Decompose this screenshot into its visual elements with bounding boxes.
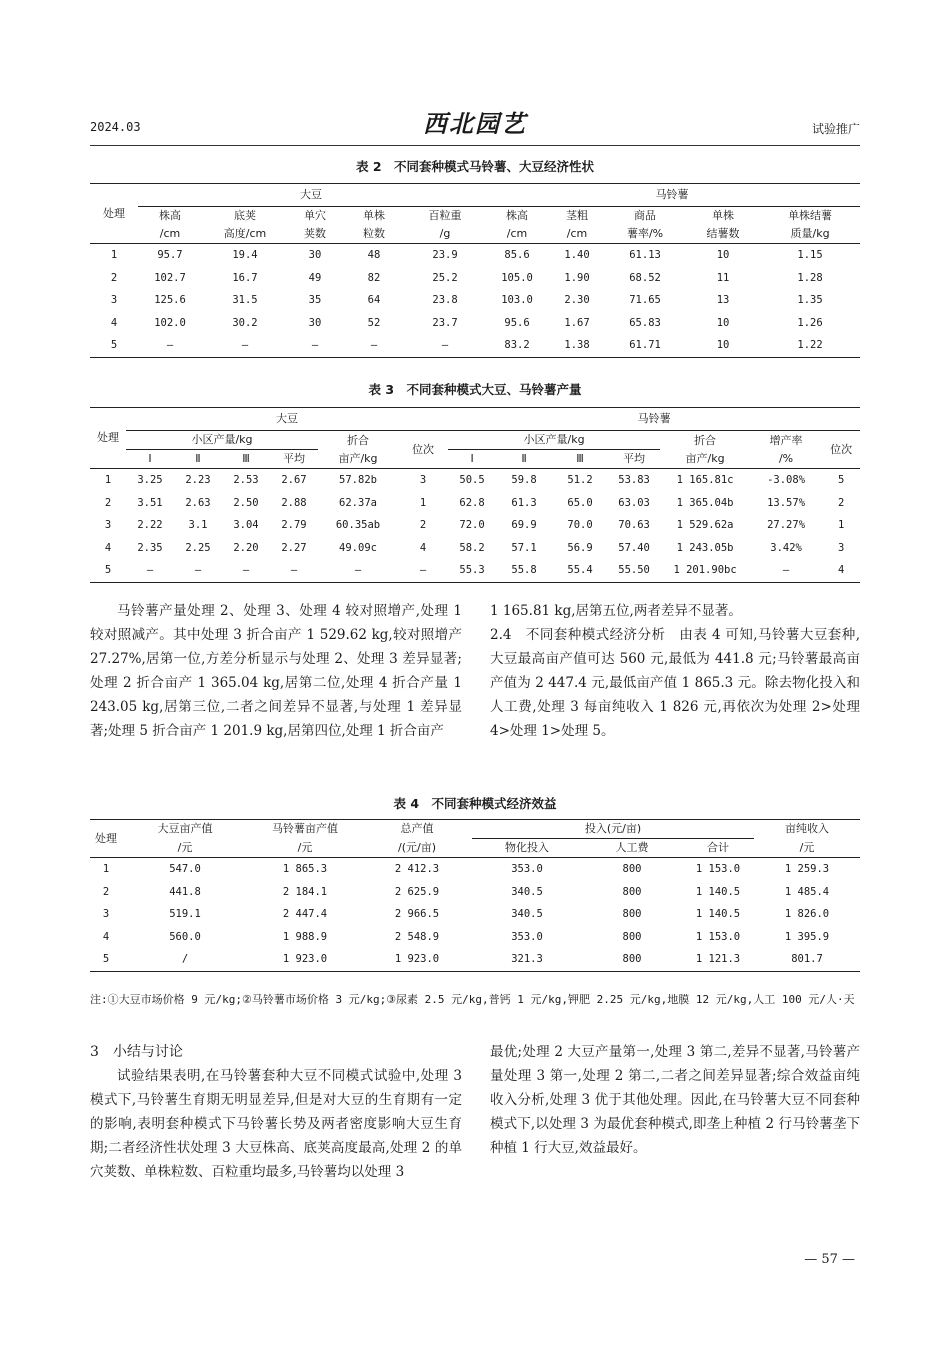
table3-cell: 1 529.62a: [676, 519, 734, 531]
table4-cell: 353.0: [511, 930, 543, 943]
table3-row: [90, 514, 860, 537]
table2-cell: 13: [716, 294, 730, 306]
table3-cell: 56.9: [567, 541, 593, 554]
table4-cell: 1 153.0: [695, 930, 741, 943]
table2-col-header-4: 百粒重: [428, 209, 462, 222]
table2-cell: 23.9: [432, 249, 458, 261]
table3-cell: 2.50: [233, 496, 259, 509]
table2-col-unit-4: /g: [439, 227, 451, 240]
table3-cell: —: [354, 564, 362, 576]
table2-cell: 30.2: [232, 316, 258, 329]
table3-cell: 4: [419, 541, 427, 554]
table2-cell: 64: [367, 294, 381, 306]
table3-row: [90, 492, 860, 515]
table4-cell: 2 966.5: [394, 908, 440, 920]
table3-cell: 70.63: [618, 519, 650, 531]
table3-cell: 51.2: [567, 474, 593, 486]
table2-col-header-9: 单株结薯: [788, 209, 833, 222]
table4-cell: /: [181, 953, 189, 965]
table4-col-material-input: 物化投入: [505, 841, 549, 854]
table2-cell: 85.6: [504, 249, 530, 261]
table4-cell: 519.1: [169, 908, 201, 920]
table2-cell: —: [441, 339, 449, 351]
table4-cell: 800: [622, 908, 642, 920]
table2: [90, 183, 860, 358]
column-name: 试验推广: [811, 122, 860, 136]
table2-col-header-2: 单穴: [304, 209, 326, 222]
table2-cell: 65.83: [629, 316, 661, 329]
table3-cell: 2: [837, 496, 845, 509]
table2-cell: 23.7: [432, 316, 458, 329]
table4-col-total-input: 合计: [707, 841, 729, 854]
table3-group-soybean: 大豆: [126, 408, 448, 431]
table4-cell: 340.5: [511, 885, 543, 898]
header-rule: [90, 145, 860, 146]
table4-cell: 2 184.1: [282, 885, 328, 898]
table3-soy-rank: 位次: [412, 442, 435, 456]
table3-cell: 2.20: [233, 541, 259, 554]
table3-cell: 1: [837, 519, 845, 531]
table4-cell: 1: [102, 863, 110, 875]
table2-cell: 2.30: [564, 294, 590, 306]
table4-col-total-value: 总产值: [400, 822, 434, 836]
table4-col-soy-value: 大豆亩产值: [157, 822, 213, 836]
table2-col-header-0: 株高: [159, 209, 181, 222]
table3-soy-converted-yield: 折合 亩产/kg: [338, 433, 378, 465]
table4-cell: 2 548.9: [394, 930, 440, 943]
table3-cell: 1 243.05b: [676, 541, 734, 554]
table3-cell: 3: [419, 474, 427, 486]
table3-cell: —: [419, 564, 427, 576]
table2-cell: 52: [367, 316, 381, 329]
table3: [90, 407, 860, 583]
table4-cell: 3: [102, 908, 110, 920]
table2-cell: —: [370, 339, 378, 351]
table2-col-header-6: 茎粗: [566, 209, 589, 222]
table3-cell: 2.35: [137, 541, 163, 554]
table2-col-unit-1: 高度/cm: [223, 227, 267, 240]
table2-caption: 表 2 不同套种模式马铃薯、大豆经济性状: [355, 159, 595, 174]
table4-row: [90, 903, 860, 926]
table3-cell: 57.40: [618, 541, 650, 554]
table3-cell: —: [782, 564, 790, 576]
table4-cell: 560.0: [169, 930, 201, 943]
table4: [90, 819, 860, 972]
table3-cell: 2.25: [185, 541, 211, 554]
table2-col-unit-3: 粒数: [363, 227, 385, 240]
table2-group-soybean: 大豆: [138, 184, 484, 207]
table3-cell: 55.50: [618, 564, 650, 576]
table2-cell: —: [311, 339, 319, 351]
table2-cell: 11: [716, 271, 730, 284]
table3-cell: 4: [104, 541, 112, 554]
table2-cell: 95.7: [157, 249, 183, 261]
table4-cell: 353.0: [511, 863, 543, 875]
table3-cell: 53.83: [618, 474, 650, 486]
table2-cell: 71.65: [629, 294, 661, 306]
table3-cell: 63.03: [618, 496, 650, 509]
table4-cell: 1 865.3: [282, 863, 328, 875]
table3-cell: —: [290, 564, 298, 576]
table4-cell: 321.3: [511, 953, 543, 965]
table4-row: [90, 881, 860, 904]
table3-potato-plot-yield: 小区产量/kg: [448, 431, 660, 450]
table4-unit-potato-value: /元: [297, 840, 313, 854]
table2-row: [90, 267, 860, 290]
table3-cell: 2.79: [281, 519, 307, 531]
table3-cell: 61.3: [511, 496, 537, 509]
table4-cell: 2 412.3: [394, 863, 440, 875]
body-text-yield-left: 马铃薯产量处理 2、处理 3、处理 4 较对照增产,处理 1 较对照减产。其中处理 3 折合亩产 1 529.62 kg,较对照增产 27.27%,居第一位,方差分析显示与处理 2、处理 3 差异显著;处理 2 折合亩产 1 365.04 kg,居第二位,处理 4 折合产量 1 243.05 kg,居第三位,二者之间差异不显著,与处理 1 差异显著;处理 5 折合亩产 1 201.9 kg,居第四位,处理 1 折合亩产: [90, 603, 462, 739]
table3-cell: 4: [837, 564, 845, 576]
table2-cell: 3: [110, 294, 118, 306]
table4-cell: 1 153.0: [695, 863, 741, 875]
table3-cell: —: [194, 564, 202, 576]
table3-cell: 1 165.81c: [676, 474, 734, 486]
table3-soy-rep-3: Ⅲ: [242, 452, 250, 465]
table3-cell: 55.3: [459, 564, 485, 576]
journal-logo: 西北园艺: [423, 109, 527, 138]
table2-col-unit-0: /cm: [159, 227, 181, 240]
table3-cell: 3: [104, 519, 112, 531]
table2-cell: 10: [716, 316, 730, 329]
table2-cell: 10: [716, 339, 730, 351]
table3-soy-rep-2: Ⅱ: [195, 452, 201, 465]
table2-col-treatment: 处理: [103, 206, 125, 220]
table2-row: [90, 244, 860, 267]
table3-soy-rep-1: Ⅰ: [148, 452, 152, 465]
table3-cell: 2: [419, 519, 427, 531]
table2-cell: 1.22: [797, 339, 823, 351]
table2-cell: 16.7: [232, 271, 258, 284]
table3-potato-rep-1: Ⅰ: [470, 452, 474, 465]
table2-cell: 1.40: [564, 249, 590, 261]
section-3-right: [490, 1040, 860, 1160]
table3-col-treatment: 处理: [97, 431, 119, 444]
table4-col-labor-cost: 人工费: [615, 841, 649, 854]
table4-row: [90, 948, 860, 971]
table2-cell: 2: [110, 271, 118, 284]
table3-cell: -3.08%: [767, 474, 806, 486]
section-3-left: [90, 1040, 462, 1184]
table3-cell: 5: [837, 474, 845, 486]
table4-cell: 801.7: [791, 953, 823, 965]
table3-cell: 70.0: [567, 519, 593, 531]
table2-col-unit-5: /cm: [506, 227, 528, 240]
table3-cell: —: [146, 564, 154, 576]
table3-cell: 60.35ab: [335, 519, 381, 531]
table2-cell: 68.52: [629, 271, 661, 284]
table3-cell: 2.67: [281, 474, 307, 486]
table2-col-unit-9: 质量/kg: [790, 227, 830, 240]
table3-potato-rank: 位次: [830, 442, 853, 456]
table2-cell: 61.71: [629, 339, 661, 351]
table2-cell: 82: [367, 271, 381, 284]
table3-cell: 3.51: [137, 496, 163, 509]
table3-cell: 1: [419, 496, 427, 509]
table3-cell: 2.22: [137, 519, 163, 531]
table2-col-header-3: 单株: [363, 209, 385, 222]
table4-cell: 1 140.5: [695, 885, 741, 898]
table3-potato-rep-2: Ⅱ: [521, 452, 527, 465]
table2-cell: 30: [308, 316, 322, 329]
table4-row: [90, 858, 860, 881]
table4-col-treatment: 处理: [95, 831, 117, 845]
table2-cell: 61.13: [629, 249, 661, 261]
table2-row: [90, 334, 860, 357]
table4-row: [90, 926, 860, 949]
table2-cell: 105.0: [501, 271, 533, 284]
table4-cell: 4: [102, 930, 110, 943]
table2-cell: 25.2: [432, 271, 458, 284]
table3-row: [90, 537, 860, 560]
table2-cell: 30: [308, 249, 322, 261]
table3-cell: 5: [104, 564, 112, 576]
table3-potato-rep-3: Ⅲ: [576, 452, 584, 465]
table3-cell: 69.9: [511, 519, 537, 531]
table4-cell: 1 395.9: [784, 930, 830, 943]
table4-unit-net-income: /元: [799, 840, 815, 854]
table2-cell: 102.0: [154, 316, 186, 329]
table2-cell: 125.6: [154, 294, 186, 306]
table2-cell: 1.28: [797, 271, 823, 284]
body-text-econ-right: [490, 599, 860, 743]
table3-cell: 3.25: [137, 474, 163, 486]
table4-col-potato-value: 马铃薯亩产值: [272, 822, 338, 836]
table3-cell: 3: [837, 541, 845, 554]
table3-cell: 72.0: [459, 519, 485, 531]
table3-group-potato: 马铃薯: [448, 408, 860, 431]
table3-cell: —: [242, 564, 250, 576]
table4-unit-soy-value: /元: [177, 840, 193, 854]
table2-cell: —: [241, 339, 249, 351]
table4-note: 注:①大豆市场价格 9 元/kg;②马铃薯市场价格 3 元/kg;③尿素 2.5 元/kg,普钙 1 元/kg,钾肥 2.25 元/kg,地膜 12 元/kg,人工 100 元/人·天: [90, 993, 855, 1006]
table2-cell: 1: [110, 249, 118, 261]
table2-col-unit-8: 结薯数: [706, 227, 740, 240]
table3-cell: 1 365.04b: [676, 496, 734, 509]
table4-cell: 1 121.3: [695, 953, 741, 965]
table2-col-header-5: 株高: [506, 209, 529, 222]
table4-cell: 2 447.4: [282, 908, 328, 920]
table2-cell: 31.5: [232, 294, 258, 306]
table3-cell: 3.42%: [770, 541, 802, 554]
table3-cell: 62.37a: [339, 496, 377, 509]
table2-cell: 1.26: [797, 316, 823, 329]
table2-cell: —: [166, 339, 174, 351]
table2-group-potato: 马铃薯: [484, 184, 860, 207]
table4-cell: 1 485.4: [784, 885, 830, 898]
table3-potato-mean: 平均: [623, 452, 646, 465]
table3-cell: 3.04: [233, 519, 259, 531]
section-2-4-text: 由表 4 可知,马铃薯大豆套种,大豆最高亩产值可达 560 元,最低为 441.8 元;马铃薯最高亩产值为 2 447.4 元,最低亩产值 1 865.3 元。除去物化投入和人工费,处理 3 每亩纯收入 1 826 元,再依次为处理 2>处理 4>处理 1>处理 5。: [490, 627, 860, 739]
table2-cell: 5: [110, 339, 118, 351]
table2-cell: 10: [716, 249, 730, 261]
table3-cell: 65.0: [567, 496, 593, 509]
table4-col-investment: 投入(元/亩): [472, 820, 754, 839]
table2-cell: 1.35: [797, 294, 823, 306]
table2-row: [90, 289, 860, 312]
table2-col-unit-2: 荚数: [304, 227, 326, 240]
page-number: — 57 —: [804, 1252, 855, 1267]
body-text-yield-end: 1 165.81 kg,居第五位,两者差异不显著。: [490, 603, 742, 619]
table3-cell: 55.8: [511, 564, 537, 576]
table2-cell: 48: [367, 249, 381, 261]
table2-cell: 35: [308, 294, 322, 306]
table2-cell: 4: [110, 316, 118, 329]
section-3-text-left: 试验结果表明,在马铃薯套种大豆不同模式试验中,处理 3 模式下,马铃薯生育期无明显差异,但是对大豆的生育期有一定的影响,表明套种模式下马铃薯长势及两者密度影响大豆生育期;二者经济性状处理 3 大豆株高、底荚高度最高,处理 2 的单穴荚数、单株粒数、百粒重均最多,马铃薯均以处理 3: [90, 1068, 462, 1180]
table3-cell: 57.1: [511, 541, 537, 554]
section-3-heading: 3 小结与讨论: [90, 1044, 183, 1060]
table2-row: [90, 312, 860, 335]
table3-cell: 1 201.90bc: [673, 564, 737, 576]
table4-cell: 1 140.5: [695, 908, 741, 920]
table4-unit-total-value: /(元/亩): [398, 840, 436, 854]
section-3-text-right: 最优;处理 2 大豆产量第一,处理 3 第二,差异不显著,马铃薯产量处理 3 第一,处理 2 第二,二者之间差异显著;综合效益亩纯收入分析,处理 3 优于其他处理。因此,在马铃薯大豆不同套种模式下,以处理 3 为最优套种模式,即垄上种植 2 行马铃薯垄下种植 1 行大豆,效益最好。: [490, 1044, 860, 1156]
table4-cell: 441.8: [169, 885, 201, 898]
table2-cell: 1.90: [564, 271, 590, 284]
table3-cell: 55.4: [567, 564, 593, 576]
table3-increase-rate: 增产率 /%: [769, 433, 803, 465]
table4-cell: 1 259.3: [784, 863, 830, 875]
table3-cell: 13.57%: [767, 496, 806, 509]
table2-cell: 23.8: [432, 294, 458, 306]
table2-cell: 95.6: [504, 316, 530, 329]
table3-cell: 58.2: [459, 541, 485, 554]
table3-cell: 50.5: [459, 474, 485, 486]
table3-row: [90, 469, 860, 492]
table4-cell: 5: [102, 953, 110, 965]
table2-col-header-7: 商品: [634, 209, 657, 222]
table2-cell: 49: [308, 271, 322, 284]
table2-cell: 1.15: [797, 249, 823, 261]
table3-cell: 27.27%: [767, 519, 806, 531]
table3-cell: 57.82b: [339, 474, 377, 486]
table4-cell: 547.0: [169, 863, 201, 875]
table3-cell: 2.53: [233, 474, 259, 486]
table4-col-net-income: 亩纯收入: [785, 822, 829, 836]
table2-col-header-1: 底荚: [234, 209, 256, 222]
table4-caption: 表 4 不同套种模式经济效益: [393, 796, 557, 811]
table4-cell: 1 923.0: [394, 953, 440, 965]
table4-cell: 800: [622, 863, 642, 875]
table2-cell: 1.38: [564, 339, 590, 351]
table3-cell: 62.8: [459, 496, 485, 509]
table4-cell: 2 625.9: [394, 885, 440, 898]
table2-cell: 19.4: [232, 249, 258, 261]
table2-cell: 83.2: [504, 339, 530, 351]
table4-cell: 340.5: [511, 908, 543, 920]
table2-cell: 102.7: [154, 271, 186, 284]
table4-cell: 2: [102, 885, 110, 898]
table3-cell: 49.09c: [339, 541, 377, 554]
table2-col-header-8: 单株: [712, 209, 735, 222]
table4-cell: 800: [622, 953, 642, 965]
table3-cell: 1: [104, 474, 112, 486]
table2-col-unit-6: /cm: [566, 227, 588, 240]
table4-cell: 1 988.9: [282, 930, 328, 943]
table3-cell: 2.63: [185, 496, 211, 509]
table3-soy-plot-yield: 小区产量/kg: [126, 431, 318, 450]
table4-cell: 800: [622, 930, 642, 943]
table2-cell: 1.67: [564, 316, 590, 329]
table3-cell: 2.23: [185, 474, 211, 486]
table3-cell: 3.1: [188, 519, 208, 531]
table4-cell: 800: [622, 885, 642, 898]
table4-cell: 1 923.0: [282, 953, 328, 965]
table3-cell: 2.88: [281, 496, 307, 509]
table3-potato-converted-yield: 折合 亩产/kg: [685, 433, 725, 465]
table3-cell: 59.8: [511, 474, 537, 486]
table2-cell: 103.0: [501, 294, 533, 306]
section-2-4-heading: 2.4 不同套种模式经济分析: [490, 627, 666, 643]
table3-row: [90, 559, 860, 582]
table4-cell: 1 826.0: [784, 908, 830, 920]
table3-cell: 2.27: [281, 541, 307, 554]
table2-col-unit-7: 薯率/%: [626, 227, 664, 240]
table3-caption: 表 3 不同套种模式大豆、马铃薯产量: [368, 382, 582, 397]
issue-date: 2024.03: [90, 120, 141, 134]
table3-soy-mean: 平均: [283, 452, 305, 465]
table3-cell: 2: [104, 496, 112, 509]
